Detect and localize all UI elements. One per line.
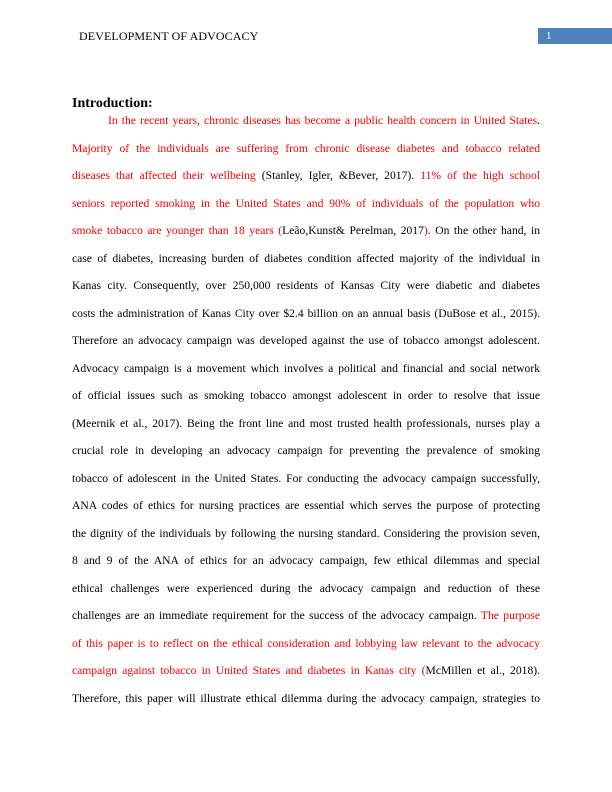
body-text: costs the administration of Kanas City over $2.4 billion on an annual basis (DuBose et al., 2015). (72, 306, 540, 320)
highlighted-text: smoke tobacco are younger than 18 years ( (72, 224, 283, 237)
body-text: (Meernik et al., 2017). Being the front line and most trusted health professionals, nurses play a (72, 416, 540, 430)
paragraph-line (72, 527, 540, 541)
paragraph-line (108, 114, 540, 128)
paragraph-line (72, 362, 540, 376)
paragraph-line (72, 224, 540, 238)
highlighted-text: Majority of the individuals are suffering from chronic disease diabetes and tobacco related (72, 141, 540, 155)
page-number: 1 (538, 28, 612, 44)
paragraph-line (72, 499, 540, 513)
highlighted-text: diseases that affected their wellbeing (72, 169, 256, 182)
paragraph-line (72, 664, 540, 678)
paragraph-line (72, 472, 540, 486)
paragraph-line (72, 389, 540, 403)
paragraph-line (72, 334, 540, 348)
body-text: . On the other hand, in (427, 224, 541, 237)
body-text: Advocacy campaign is a movement which involves a political and financial and social network (72, 361, 540, 375)
paragraph-line (72, 279, 540, 293)
body-text: the dignity of the individuals by following the nursing standard. Considering the provision seven, (72, 526, 540, 540)
running-head: DEVELOPMENT OF ADVOCACY (79, 29, 259, 43)
highlighted-text: ) (423, 224, 428, 237)
paragraph-line (72, 582, 540, 596)
body-text: Leão,Kunst& Perelman, 2017 (282, 224, 424, 237)
body-text: McMillen et al., 2018). (425, 664, 540, 677)
body-text: 8 and 9 of the ANA of ethics for an advocacy campaign, few ethical dilemmas and special (72, 554, 540, 567)
paragraph-line (72, 417, 540, 431)
body-text: case of diabetes, increasing burden of diabetes condition affected majority of the individual in (72, 251, 540, 265)
highlighted-text: The purpose (480, 609, 540, 622)
highlighted-text: campaign against tobacco in United States and diabetes in Kanas city ( (72, 664, 426, 677)
paragraph-line (72, 554, 540, 568)
paragraph-line (72, 307, 540, 321)
highlighted-text: In the recent years, chronic diseases has become a public health concern in United States (108, 114, 538, 127)
body-text: crucial role in developing an advocacy campaign for preventing the prevalence of smoking (72, 444, 540, 457)
paragraph-line (72, 444, 540, 458)
body-text: Therefore, this paper will illustrate ethical dilemma during the advocacy campaign, strategies to (72, 691, 540, 705)
body-text: ethical challenges were experienced during the advocacy campaign and reduction of these (72, 581, 540, 595)
body-text: ANA codes of ethics for nursing practices are essential which serves the purpose of protecting (72, 499, 540, 512)
paragraph-line (72, 252, 540, 266)
section-heading: Introduction: (72, 96, 153, 111)
body-text: tobacco of adolescent in the United States. For conducting the advocacy campaign successfully, (72, 471, 540, 485)
body-text: of official issues such as smoking tobacco amongst adolescent in order to resolve that issue (72, 389, 540, 402)
paragraph-line (72, 609, 540, 623)
highlighted-text: seniors reported smoking in the United States and 90% of individuals of the population who (72, 196, 540, 210)
body-text: (Stanley, Igler, &Bever, 2017). (255, 169, 421, 182)
body-text: . (537, 114, 540, 127)
paragraph-line (72, 637, 540, 651)
paragraph-line (72, 197, 540, 211)
paragraph-line (72, 169, 540, 183)
highlighted-text: of this paper is to reflect on the ethical consideration and lobbying law relevant to the advocacy (72, 636, 540, 650)
paragraph-line (72, 142, 540, 156)
body-text: challenges are an immediate requirement for the success of the advocacy campaign. (72, 609, 481, 622)
body-text: Therefore an advocacy campaign was developed against the use of tobacco amongst adolescent. (72, 334, 540, 347)
paragraph-line (72, 692, 540, 706)
body-text: Kanas city. Consequently, over 250,000 residents of Kansas City were diabetic and diabetes (72, 279, 540, 292)
highlighted-text: 11% of the high school (420, 169, 540, 182)
